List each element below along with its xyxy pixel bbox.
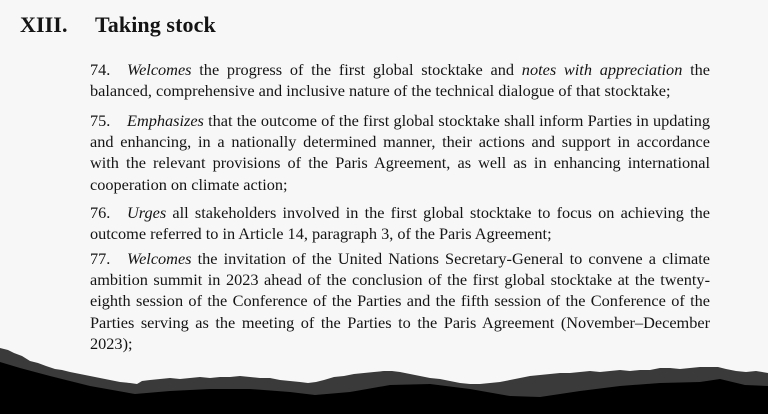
paragraph-74	[90, 59, 710, 101]
paragraph-text: all stakeholders involved in the first global stocktake to focus on achieving the outcome referred to in Article 14, paragraph 3, of the Paris Agreement;	[90, 203, 710, 244]
section-title: Taking stock	[95, 12, 216, 37]
lead-verb: Emphasizes	[127, 111, 204, 130]
paragraph-number: 77.	[90, 249, 111, 268]
paragraph-text: that the outcome of the first global stocktake shall inform Parties in updating and enhancing, in a nationally determined manner, their actions and support in accordance with the relevant provisions of the Paris Agreement, as well as in enhancing international cooperation on climate action;	[90, 111, 710, 194]
paragraph-76	[90, 202, 710, 244]
section-number: XIII.	[20, 12, 68, 37]
paragraph-number: 74.	[90, 60, 111, 79]
lead-verb: Welcomes	[127, 60, 192, 79]
paragraph-77	[90, 248, 710, 354]
paragraph-text: the progress of the first global stocktake and	[191, 60, 522, 79]
emphasis-phrase: notes with appreciation	[521, 60, 683, 79]
paragraph-text: the balanced, comprehensive and inclusive nature of the technical dialogue of that stocktake;	[90, 60, 710, 101]
lead-verb: Welcomes	[127, 249, 192, 268]
paragraph-number: 75.	[90, 111, 111, 130]
paragraph-text: the invitation of the United Nations Secretary-General to convene a climate ambition summit in 2023 ahead of the conclusion of the first global stocktake at the twenty-eighth session of the Conference of the Parties and the fifth session of the Conference of the Parties serving as the meeting of the Parties to the Paris Agreement (November–December 2023);	[90, 249, 710, 353]
paragraph-75	[90, 110, 710, 195]
paragraph-number: 76.	[90, 203, 111, 222]
section-heading	[20, 10, 216, 40]
lead-verb: Urges	[127, 203, 167, 222]
